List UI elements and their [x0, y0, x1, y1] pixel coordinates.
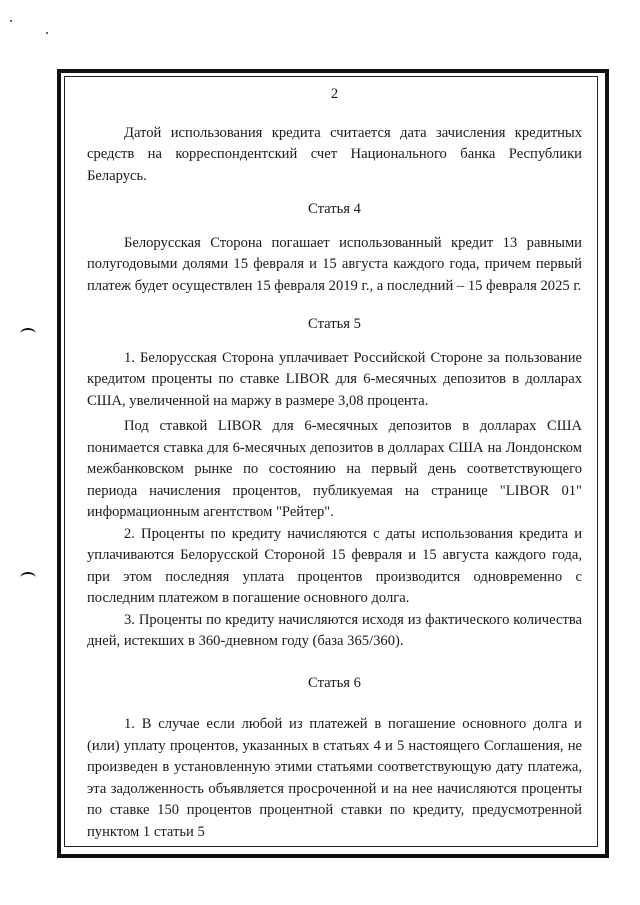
- paragraph-article-4: Белорусская Сторона погашает использованный кредит 13 равными полугодовыми долями 15 февраля и 15 августа каждого года, причем первый платеж будет осуществлен 15 февраля 2019 г., а последний – 15 февраля 2025 г.: [87, 234, 582, 294]
- paragraph-article-5-libor-definition: Под ставкой LIBOR для 6-месячных депозитов в долларах США понимается ставка для 6-месячных депозитов в долларах США на Лондонском межбанковском рынке по состоянию на первый день соответствующего периода начисления процентов, публикуемая на странице "LIBOR 01" информационным агентством "Рейтер".: [87, 418, 582, 520]
- scan-speck: [10, 20, 12, 22]
- document-body: [87, 84, 582, 843]
- paragraph-article-6-item-1: 1. В случае если любой из платежей в погашение основного долга и (или) уплату процентов, указанных в статьях 4 и 5 настоящего Соглашения, не произведен в установленную этими статьями соответствующую дату платежа, эта задолженность объявляется просроченной и на нее начисляются проценты по ставке 150 процентов процентной ставки по кредиту, предусмотренной пунктом 1 статьи 5: [87, 716, 582, 840]
- paragraph-article-5-item-2: 2. Проценты по кредиту начисляются с даты использования кредита и уплачиваются Белорусской Стороной 15 февраля и 15 августа каждого года, при этом последняя уплата процентов производится одновременно с последним платежом в погашение основного долга.: [87, 525, 582, 606]
- heading-article-4: Статья 4: [308, 201, 361, 217]
- heading-article-6: Статья 6: [308, 674, 361, 691]
- binding-hole-mark: [20, 328, 36, 340]
- paragraph-article-5-item-3: 3. Проценты по кредиту начисляются исходя из фактического количества дней, истекших в 360-дневном году (база 365/360).: [87, 611, 582, 649]
- binding-hole-mark: [20, 572, 36, 584]
- heading-article-5: Статья 5: [308, 316, 361, 332]
- paragraph-intro: Датой использования кредита считается дата зачисления кредитных средств на корреспондентский счет Национального банка Республики Беларусь.: [87, 124, 582, 184]
- paragraph-article-5-item-1: 1. Белорусская Сторона уплачивает Российской Стороне за пользование кредитом проценты по ставке LIBOR для 6-месячных депозитов в долларах США, увеличенной на маржу в размере 3,08 процента.: [87, 349, 582, 409]
- scan-speck: [46, 32, 48, 34]
- page-number: 2: [330, 86, 339, 102]
